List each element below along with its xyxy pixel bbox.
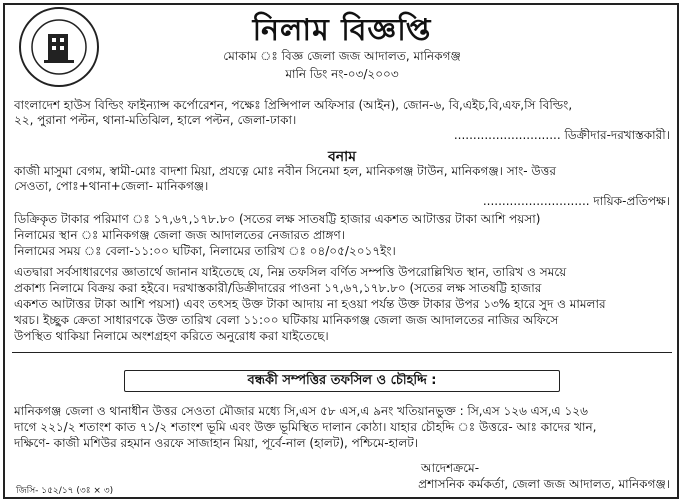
notice-title: নিলাম বিজ্ঞপ্তি [252,13,432,48]
reference-code: জিসি- ১৫২/১৭ (৩ঃ × ৩) [16,486,114,496]
auction-time: নিলামের সময় ঃ বেলা-১১:০০ ঘটিকা, নিলামের তারিখ ঃ ০৪/০৫/২০১৭ইং। [14,244,396,258]
plaintiff-line: বাংলাদেশ হাউস বিল্ডিং ফাইন্যান্স কর্পোরেশন, পক্ষেঃ প্রিন্সিপাল অফিসার (আইন), জোন-৬, বি,এইচ,বি,এফ,সি বিল্ডিং, [14,98,573,112]
case-number: মানি ডিং নং-০৩/২০০৩ [285,67,399,81]
auction-place: নিলামের স্থান ঃ মানিকগঞ্জ জেলা জজ আদালতের নেজারত প্রাঙ্গণ। [14,228,346,242]
body-line: এতদ্বারা সর্বসাধারণের জ্ঞাতার্থে জানান যাইতেছে যে, নিম্ন তফসিল বর্ণিত সম্পত্তি উপরোল্লিখিত স্থান, তারিখ ও সময়ে [14,265,567,279]
body-line: প্রকাশ্য নিলামে বিক্রয় করা হইবে। দরখাস্তকারী/ডিক্রীদারের পাওনা ১৭,৬৭,১৭৮.৮০ (সতের লক্ষ সাতষট্টি হাজার [14,281,542,295]
signatory: প্রশাসনিক কর্মকর্তা, জেলা জজ আদালত, মানিকগঞ্জ। [418,477,670,491]
defendant-role: ............................ দায়িক-প্রতিপক্ষ। [482,194,670,208]
body-line: উপস্থিত থাকিয়া নিলামে অংশগ্রহণ করিতে অনুরোধ করা যাইতেছে। [14,329,329,343]
order-label: আদেশক্রমে- [420,461,480,475]
schedule-line: দক্ষিণে- কাজী মশিউর রহমান ওরফে সাজাহান মিয়া, পূর্বে-নাল (হালট), পশ্চিমে-হালট। [14,436,419,450]
body-line: একশত আটাত্তর টাকা আশি পয়সা) এবং তৎসহ উক্ত টাকা আদায় না হওয়া পর্যন্ত উক্ত টাকার উপর ১৩% হারে সুদ ও মামলার [14,297,606,311]
schedule-heading: বন্ধকী সম্পত্তির তফসিল ও চৌহদ্দি : [124,370,560,392]
court-name: মোকাম ঃ বিজ্ঞ জেলা জজ আদালত, মানিকগঞ্জ [223,49,461,63]
defendant-line: কাজী মাসুমা বেগম, স্বামী-মোঃ বাদশা মিয়া, প্রযত্নে মোঃ নবীন সিনেমা হল, মানিকগঞ্জ টাউন, মানিকগঞ্জ। সাং- উত্তর [14,164,556,178]
defendant-line: সেওতা, পোঃ+থানা+জেলা- মানিকগঞ্জ। [14,179,209,193]
plaintiff-role: ............................ ডিক্রীদার-দরখাস্তকারী। [453,128,670,142]
plaintiff-line: ২২, পুরানা পল্টন, থানা-মতিঝিল, হালে পল্টন, জেলা-ঢাকা। [14,113,297,127]
decree-amount: ডিক্রিকৃত টাকার পরিমাণ ঃ ১৭,৬৭,১৭৮.৮০ (সতের লক্ষ সাতষট্টি হাজার একশত আটাত্তর টাকা আশি পয়সা) [14,212,541,226]
schedule-line: মানিকগঞ্জ জেলা ও থানাধীন উত্তর সেওতা মৌজার মধ্যে সি,এস ৫৮ এস,এ ৯নং খতিয়ানভুক্ত : সি,এস ১২৬ এস,এ ১২৬ [14,404,588,418]
versus-heading: বনাম [328,149,356,165]
body-line: খরচ। ইচ্ছুক ক্রেতা সাধারণকে উক্ত তারিখ বেলা ১১:০০ ঘটিকায় মানিকগঞ্জ জেলা জজ আদালতের নাজির অফিসে [14,313,559,327]
divider [12,352,672,353]
schedule-line: দাগে ২২১/২ শতাংশ কাত ৭১/২ শতাংশ ভূমি এবং উক্ত ভূমিস্থিত দালান কোঠা। যাহার চৌহদ্দি ঃ উত্তরে- আঃ কাদের খান, [14,420,597,434]
